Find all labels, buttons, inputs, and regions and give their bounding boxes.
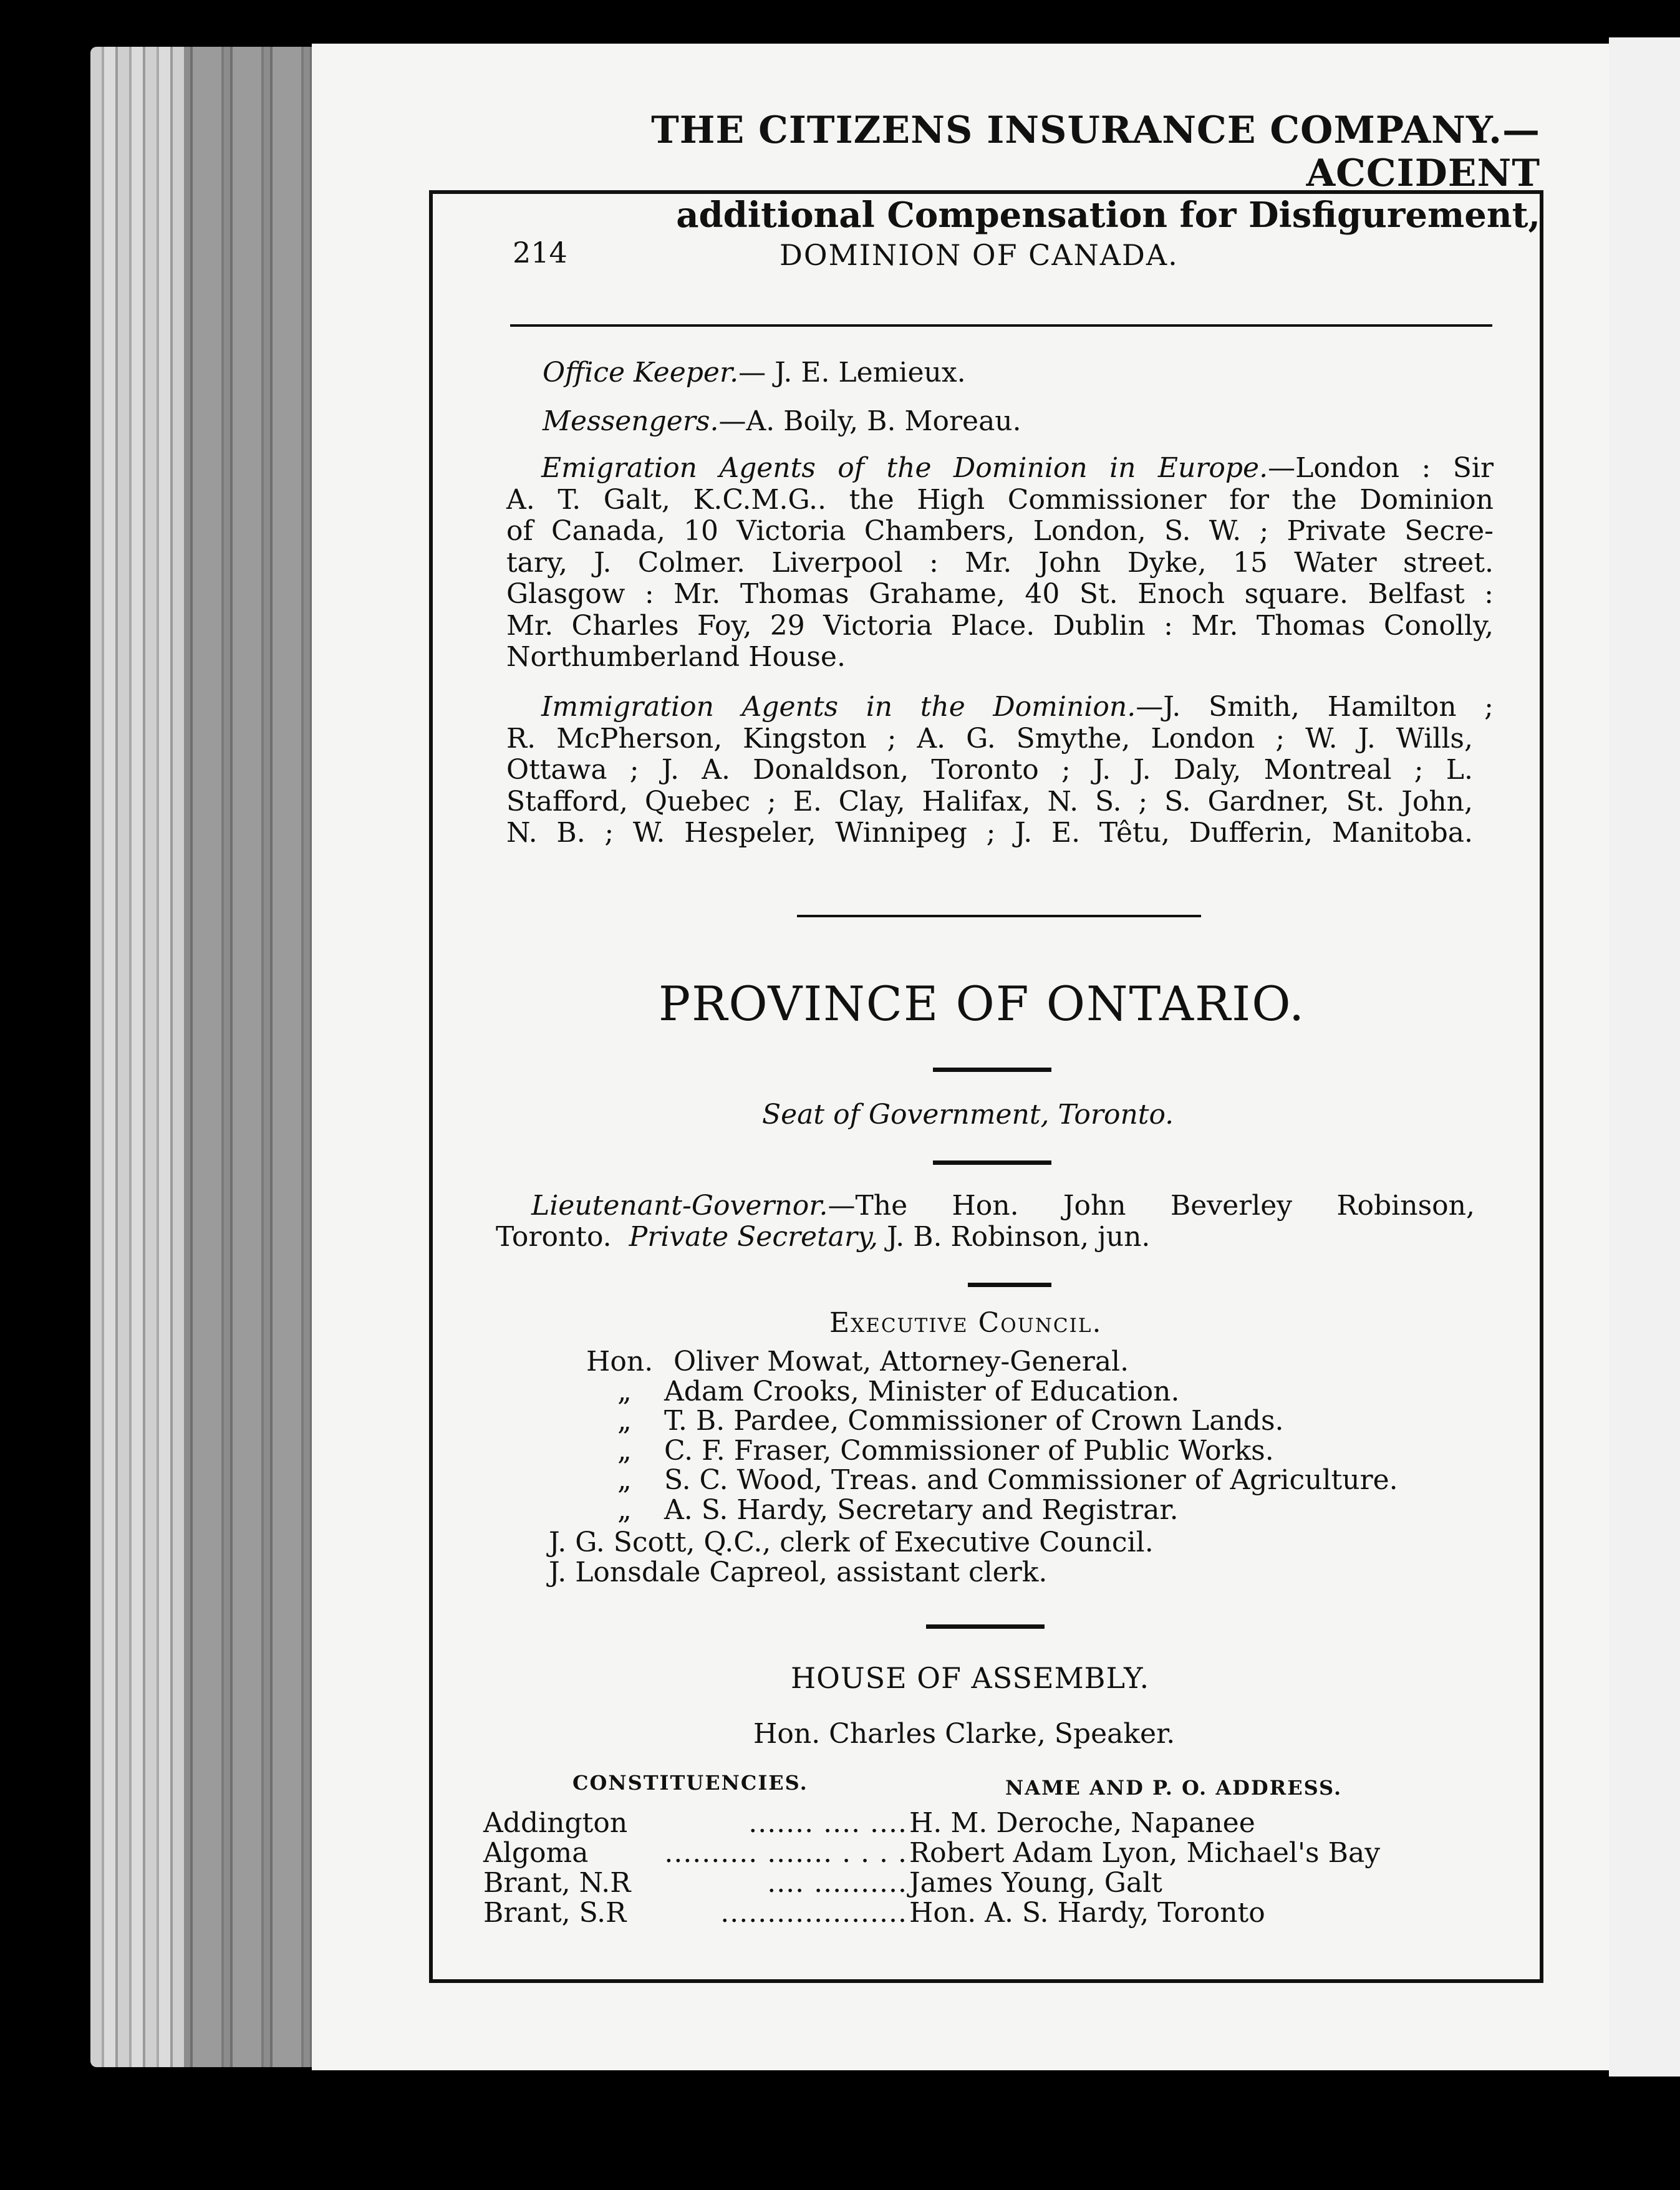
- executive-member-ditto: „: [617, 1375, 632, 1407]
- section-rule: [797, 915, 1201, 917]
- executive-member: C. F. Fraser, Commissioner of Public Works.: [664, 1434, 1274, 1467]
- executive-member-ditto: „: [617, 1493, 632, 1526]
- executive-member-ditto: „: [617, 1405, 632, 1437]
- immigration-line-italic: Immigration Agents in the Dominion.: [541, 691, 1136, 723]
- leader-dots: ....... .... ....: [748, 1807, 907, 1839]
- emigration-line-text: tary, J. Colmer. Liverpool : Mr. John Dyke, 15 Water street.: [506, 546, 1494, 579]
- executive-member: T. B. Pardee, Commissioner of Crown Lands.: [664, 1405, 1284, 1437]
- emigration-line-text: of Canada, 10 Victoria Chambers, London, S. W. ; Private Secre-: [506, 515, 1494, 547]
- book-page-edges: [90, 47, 327, 2067]
- immigration-line: [506, 754, 1473, 786]
- executive-rule: [926, 1624, 1045, 1629]
- name-address-header: NAME AND P. O. ADDRESS.: [1005, 1776, 1343, 1800]
- lg-text-2a: Toronto.: [496, 1221, 612, 1253]
- executive-member: Adam Crooks, Minister of Education.: [664, 1375, 1180, 1407]
- immigration-line-text: Ottawa ; J. A. Donaldson, Toronto ; J. J. Daly, Montreal ; L.: [506, 754, 1473, 786]
- office-keeper-value: — J. E. Lemieux.: [738, 357, 966, 388]
- lg-rule: [968, 1283, 1051, 1287]
- lg-text-1: —The Hon. John Beverley Robinson,: [828, 1190, 1475, 1222]
- constituency-name: Brant, N.R: [483, 1867, 631, 1899]
- emigration-line: [506, 578, 1494, 610]
- emigration-line: [506, 484, 1494, 516]
- immigration-line-text: —J. Smith, Hamilton ;: [1136, 691, 1494, 723]
- office-keeper-label: Office Keeper.: [543, 357, 739, 388]
- member-name-address: James Young, Galt: [909, 1867, 1162, 1899]
- header-rule: [510, 324, 1492, 327]
- immigration-line-text: N. B. ; W. Hespeler, Winnipeg ; J. E. Têtu, Dufferin, Manitoba.: [506, 817, 1473, 849]
- constituency-name: Addington: [483, 1807, 628, 1839]
- adjacent-page: [1609, 37, 1680, 2077]
- immigration-line: [506, 786, 1473, 818]
- leader-dots: .......... ....... . . . .: [664, 1837, 907, 1869]
- emigration-line-italic: Emigration Agents of the Dominion in Europe.: [541, 452, 1268, 484]
- executive-member: A. S. Hardy, Secretary and Registrar.: [664, 1493, 1179, 1526]
- member-name-address: Hon. A. S. Hardy, Toronto: [909, 1897, 1265, 1929]
- emigration-line-text: A. T. Galt, K.C.M.G.. the High Commissioner for the Dominion: [506, 483, 1494, 516]
- executive-member: Oliver Mowat, Attorney-General.: [673, 1346, 1129, 1377]
- messengers: [543, 405, 1021, 437]
- constituency-name: Algoma: [483, 1837, 589, 1869]
- immigration-line: [541, 691, 1494, 723]
- immigration-line: [506, 817, 1473, 849]
- office-keeper: [543, 357, 966, 388]
- emigration-line-text: Northumberland House.: [506, 641, 846, 673]
- banner-line-2: additional Compensation for Disfigurement,: [676, 195, 1540, 236]
- emigration-line: [506, 515, 1494, 547]
- house-of-assembly-title: HOUSE OF ASSEMBLY.: [791, 1661, 1150, 1695]
- clerk-line: J. Lonsdale Capreol, assistant clerk.: [549, 1556, 1048, 1588]
- emigration-line: [541, 452, 1494, 484]
- emigration-line: [506, 610, 1494, 642]
- executive-member-ditto: „: [617, 1464, 632, 1496]
- messengers-label: Messengers.: [543, 405, 719, 437]
- seat-rule: [933, 1160, 1051, 1165]
- executive-member-ditto: „: [617, 1434, 632, 1467]
- emigration-line-text: Mr. Charles Foy, 29 Victoria Place. Dublin : Mr. Thomas Conolly,: [506, 609, 1494, 642]
- immigration-line: [506, 723, 1473, 755]
- executive-member-prefix: Hon.: [586, 1346, 654, 1377]
- constituency-name: Brant, S.R: [483, 1897, 627, 1929]
- seat-of-government: Seat of Government, Toronto.: [762, 1099, 1174, 1131]
- clerk-line: J. G. Scott, Q.C., clerk of Executive Council.: [549, 1527, 1154, 1558]
- title-rule: [933, 1068, 1051, 1072]
- lg-text-2c: J. B. Robinson, jun.: [887, 1221, 1151, 1253]
- constituencies-header: CONSTITUENCIES.: [572, 1771, 808, 1795]
- speaker: Hon. Charles Clarke, Speaker.: [753, 1718, 1176, 1750]
- member-name-address: H. M. Deroche, Napanee: [909, 1807, 1255, 1839]
- member-name-address: Robert Adam Lyon, Michael's Bay: [909, 1837, 1381, 1869]
- emigration-line: [506, 641, 846, 673]
- emigration-line: [506, 547, 1494, 579]
- emigration-line-text: Glasgow : Mr. Thomas Grahame, 40 St. Enoch square. Belfast :: [506, 578, 1494, 610]
- running-title: DOMINION OF CANADA.: [780, 238, 1179, 272]
- immigration-line-text: Stafford, Quebec ; E. Clay, Halifax, N. S. ; S. Gardner, St. John,: [506, 785, 1473, 818]
- executive-member: S. C. Wood, Treas. and Commissioner of Agriculture.: [664, 1464, 1398, 1496]
- executive-council-title: Executive Council.: [829, 1307, 1103, 1339]
- immigration-line-text: R. McPherson, Kingston ; A. G. Smythe, London ; W. J. Wills,: [506, 722, 1473, 755]
- emigration-line-text: —London : Sir: [1268, 452, 1494, 484]
- lieutenant-governor-line-1: [531, 1190, 1475, 1222]
- banner-line-1: THE CITIZENS INSURANCE COMPANY.—ACCIDENT: [651, 109, 1540, 195]
- leader-dots: .... ..........: [767, 1867, 907, 1899]
- leader-dots: ....................: [720, 1897, 907, 1929]
- lg-label: Lieutenant-Governor.: [531, 1190, 828, 1222]
- messengers-value: —A. Boily, B. Moreau.: [718, 405, 1021, 437]
- lg-private-secretary-label: Private Secretary,: [629, 1221, 879, 1253]
- page-number: 214: [513, 236, 567, 269]
- lieutenant-governor-line-2: [496, 1221, 1150, 1253]
- province-title: PROVINCE OF ONTARIO.: [659, 976, 1306, 1031]
